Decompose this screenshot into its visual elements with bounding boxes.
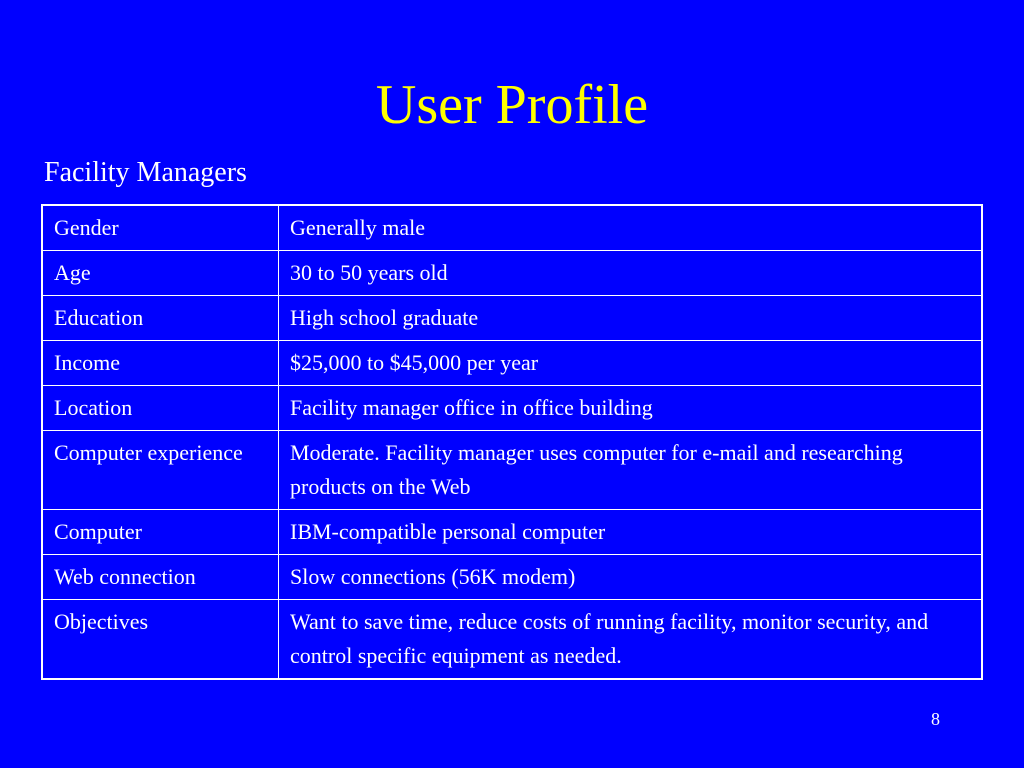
table-row: [42, 251, 982, 296]
attribute-cell: Web connection: [42, 555, 279, 600]
value-cell: Moderate. Facility manager uses computer for e-mail and researching products on the Web: [279, 431, 983, 510]
table-row: [42, 341, 982, 386]
value-cell: IBM-compatible personal computer: [279, 510, 983, 555]
table-row: [42, 600, 982, 680]
value-cell: 30 to 50 years old: [279, 251, 983, 296]
value-cell: Facility manager office in office building: [279, 386, 983, 431]
slide-subtitle: Facility Managers: [44, 157, 247, 188]
attribute-cell: Computer experience: [42, 431, 279, 510]
table-row: [42, 386, 982, 431]
value-cell: Generally male: [279, 205, 983, 251]
table-row: [42, 205, 982, 251]
attribute-cell: Education: [42, 296, 279, 341]
value-cell: Want to save time, reduce costs of running facility, monitor security, and control specific equipment as needed.: [279, 600, 983, 680]
attribute-cell: Objectives: [42, 600, 279, 680]
user-profile-table: [41, 204, 983, 680]
table-row: [42, 296, 982, 341]
table-row: [42, 510, 982, 555]
attribute-cell: Location: [42, 386, 279, 431]
attribute-cell: Age: [42, 251, 279, 296]
table-row: [42, 555, 982, 600]
attribute-cell: Gender: [42, 205, 279, 251]
value-cell: $25,000 to $45,000 per year: [279, 341, 983, 386]
slide-title: User Profile: [375, 74, 649, 136]
table-row: [42, 431, 982, 510]
attribute-cell: Income: [42, 341, 279, 386]
page-number: 8: [931, 709, 940, 729]
value-cell: High school graduate: [279, 296, 983, 341]
value-cell: Slow connections (56K modem): [279, 555, 983, 600]
attribute-cell: Computer: [42, 510, 279, 555]
